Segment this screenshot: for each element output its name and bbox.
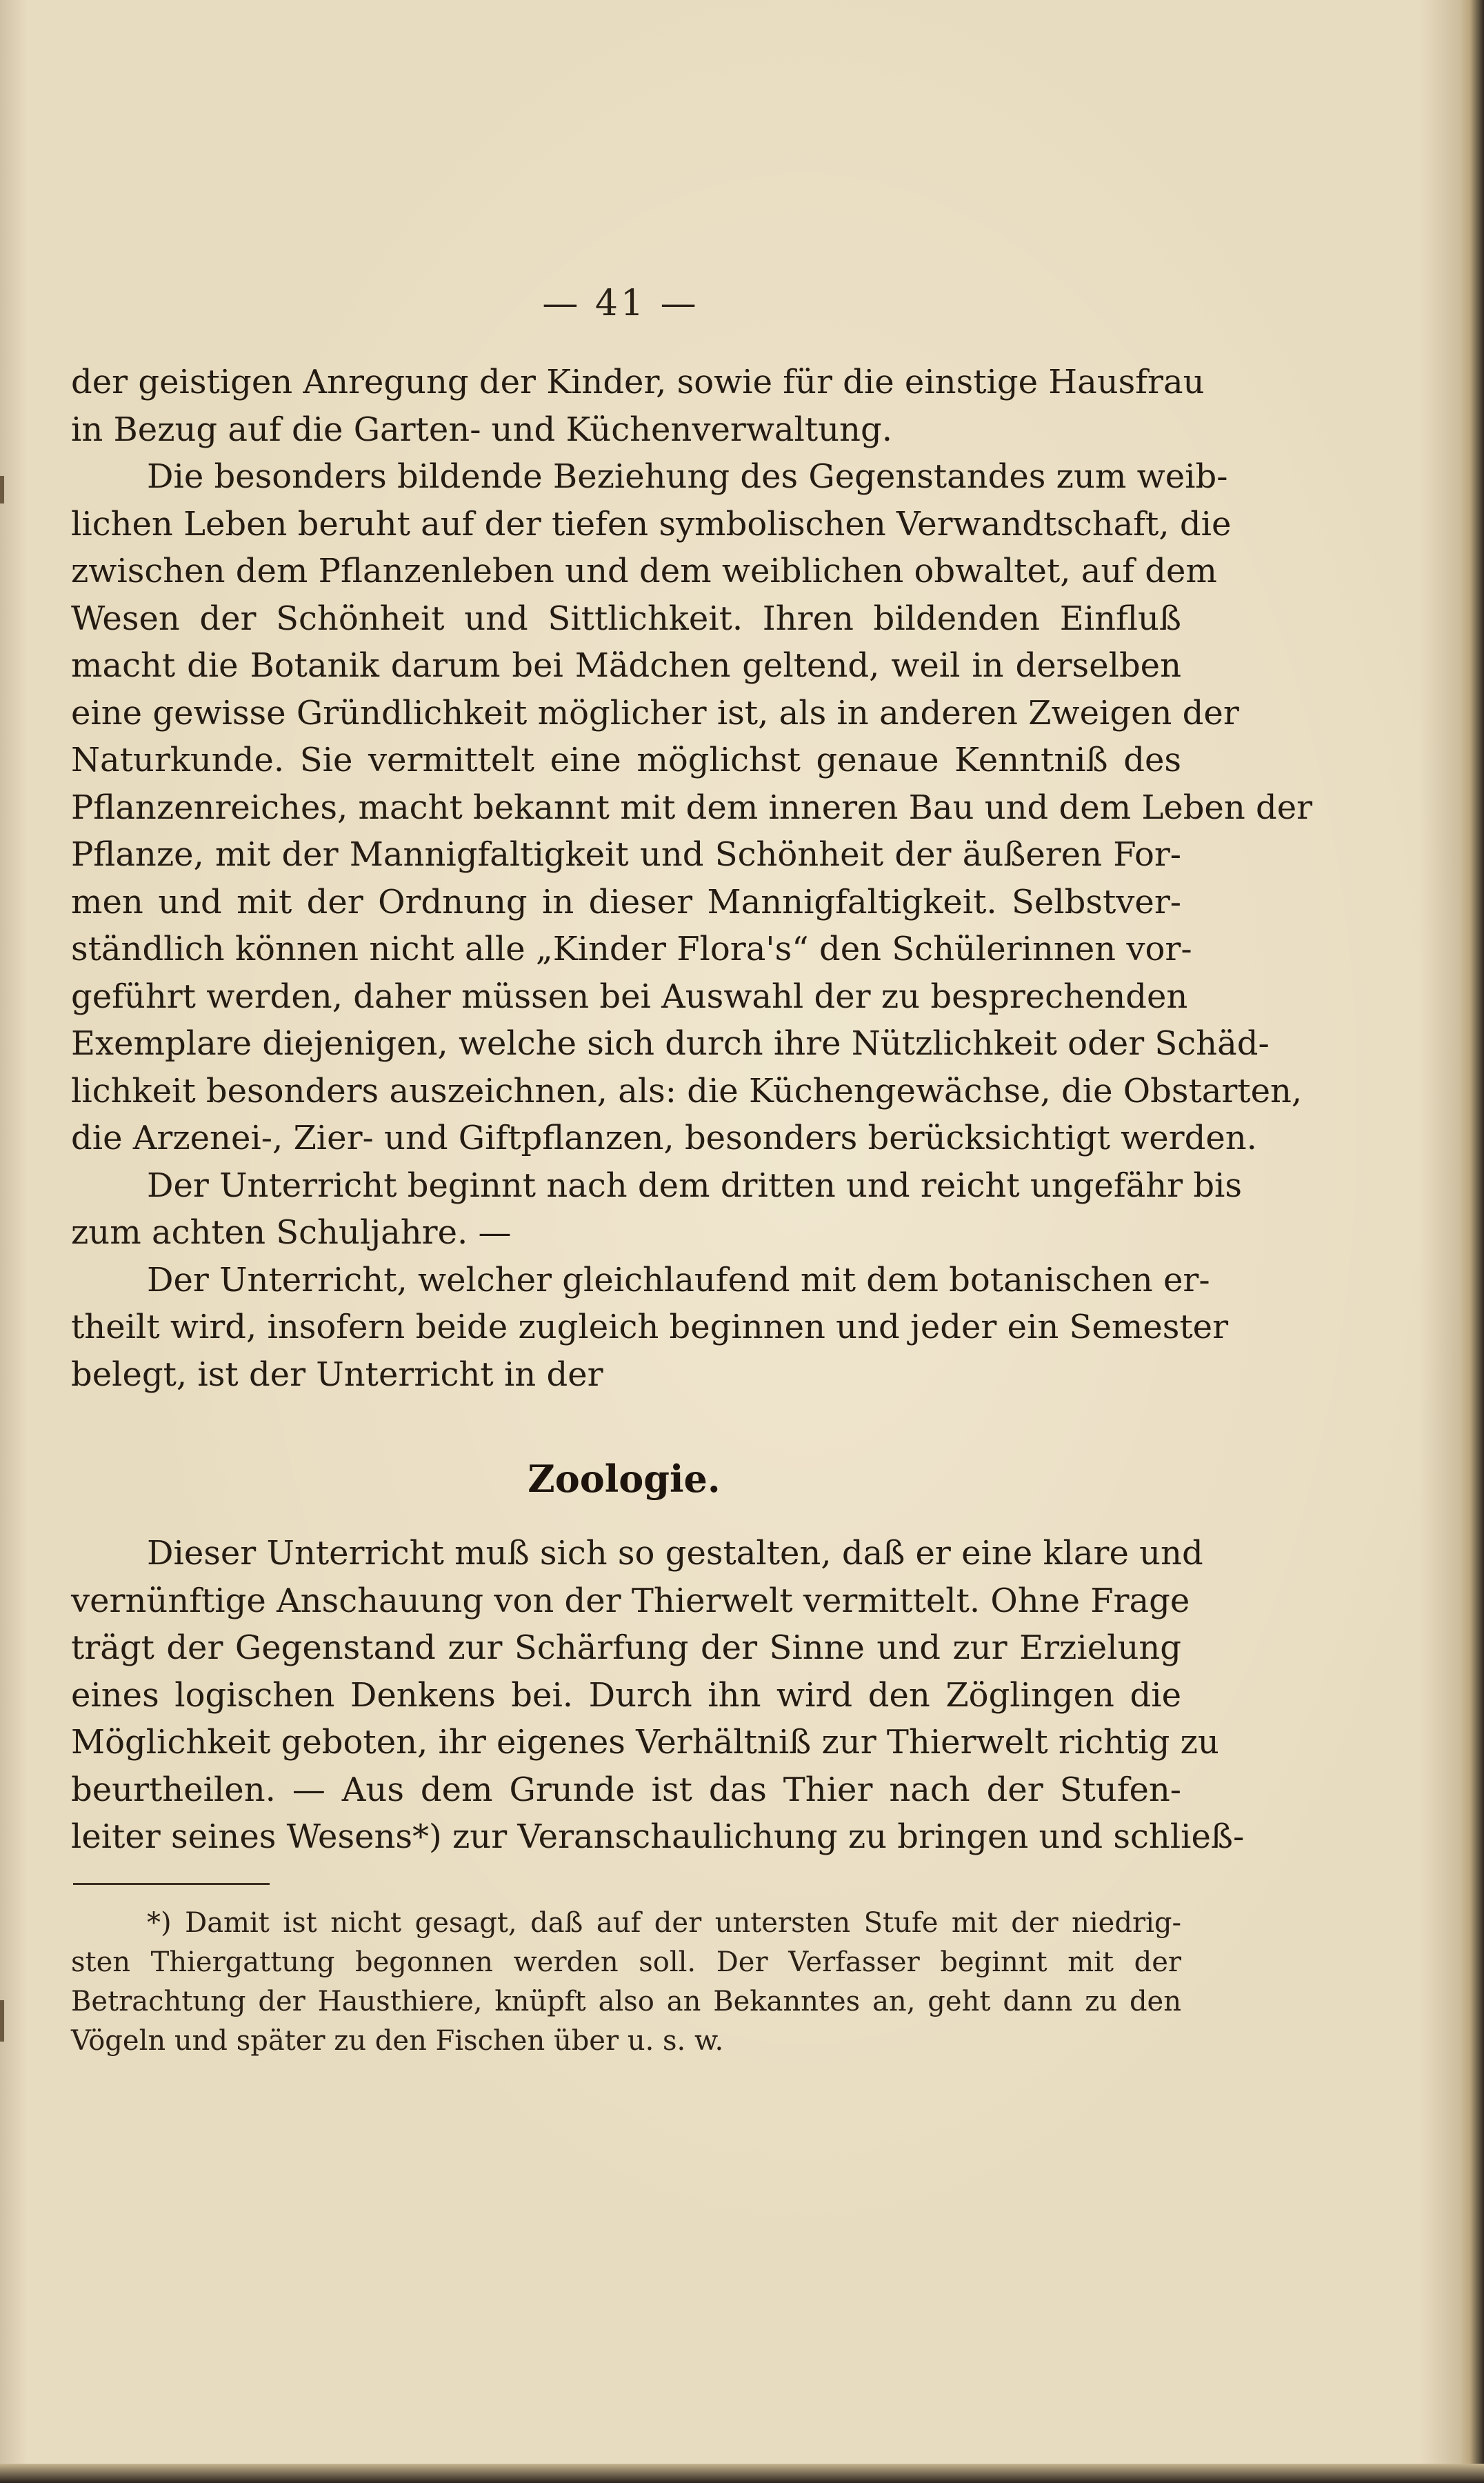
footnote-line: *) Damit ist nicht gesagt, daß auf der untersten Stufe mit der niedrig- xyxy=(147,1907,1181,1939)
text-line: vernünftige Anschauung von der Thierwelt vermittelt. Ohne Frage xyxy=(71,1581,1190,1620)
text-line: Der Unterricht beginnt nach dem dritten und reicht ungefähr bis xyxy=(147,1166,1243,1205)
text-line: eines logischen Denkens bei. Durch ihn wird den Zöglingen die xyxy=(71,1675,1181,1715)
text-line: men und mit der Ordnung in dieser Mannigfaltigkeit. Selbstver- xyxy=(71,882,1181,921)
text-line: zwischen dem Pflanzenleben und dem weiblichen obwaltet, auf dem xyxy=(71,552,1217,590)
text-line: zum achten Schuljahre. — xyxy=(71,1213,512,1252)
text-line: Exemplare diejenigen, welche sich durch ihre Nützlichkeit oder Schäd- xyxy=(71,1024,1270,1063)
footnote-line: Vögeln und später zu den Fischen über u. s. w. xyxy=(71,2025,724,2057)
text-line: Der Unterricht, welcher gleichlaufend mit dem botanischen er- xyxy=(147,1260,1210,1299)
text-line: leiter seines Wesens*) zur Veranschaulichung zu bringen und schließ- xyxy=(71,1817,1245,1856)
text-line: ständlich können nicht alle „Kinder Flora's“ den Schülerinnen vor- xyxy=(71,930,1192,968)
page-number: — 41 — xyxy=(542,283,699,324)
main-text-continued xyxy=(71,1530,1245,1861)
text-line: belegt, ist der Unterricht in der xyxy=(71,1355,603,1394)
text-line: Naturkunde. Sie vermittelt eine möglichst genaue Kenntniß des xyxy=(71,741,1181,779)
footnote xyxy=(71,1904,1181,2061)
footnote-line: Betrachtung der Hausthiere, knüpft also an Bekanntes an, geht dann zu den xyxy=(71,1986,1181,2017)
footnote-divider xyxy=(73,1883,270,1885)
footnote-line: sten Thiergattung begonnen werden soll. Der Verfasser beginnt mit der xyxy=(71,1946,1181,1978)
text-line: lichkeit besonders auszeichnen, als: die Küchengewächse, die Obstarten, xyxy=(71,1071,1303,1110)
text-line: geführt werden, daher müssen bei Auswahl der zu besprechenden xyxy=(71,977,1188,1016)
text-line: beurtheilen. — Aus dem Grunde ist das Thier nach der Stufen- xyxy=(71,1770,1181,1809)
text-line: lichen Leben beruht auf der tiefen symbolischen Verwandtschaft, die xyxy=(71,504,1232,544)
text-line: Die besonders bildende Beziehung des Gegenstandes zum weib- xyxy=(147,457,1228,496)
main-text xyxy=(71,359,1313,1398)
text-line: in Bezug auf die Garten- und Küchenverwaltung. xyxy=(71,410,892,449)
page-edge-right xyxy=(1461,0,1484,2483)
text-line: trägt der Gegenstand zur Schärfung der Sinne und zur Erzielung xyxy=(71,1628,1181,1667)
text-line: Dieser Unterricht muß sich so gestalten, daß er eine klare und xyxy=(147,1534,1203,1573)
margin-mark xyxy=(0,2000,4,2042)
section-heading: Zoologie. xyxy=(528,1457,721,1501)
page-edge-bottom xyxy=(0,2464,1484,2483)
text-line: macht die Botanik darum bei Mädchen geltend, weil in derselben xyxy=(71,646,1181,685)
text-line: Wesen der Schönheit und Sittlichkeit. Ihren bildenden Einfluß xyxy=(71,599,1181,638)
text-line: eine gewisse Gründlichkeit möglicher ist, als in anderen Zweigen der xyxy=(71,693,1239,732)
text-line: die Arzenei-, Zier- und Giftpflanzen, besonders berücksichtigt werden. xyxy=(71,1119,1257,1157)
text-line: Möglichkeit geboten, ihr eigenes Verhältniß zur Thierwelt richtig zu xyxy=(71,1723,1219,1762)
text-line: der geistigen Anregung der Kinder, sowie für die einstige Hausfrau xyxy=(71,363,1205,401)
margin-mark xyxy=(0,476,4,503)
text-line: Pflanze, mit der Mannigfaltigkeit und Schönheit der äußeren For- xyxy=(71,835,1181,874)
text-line: Pflanzenreiches, macht bekannt mit dem inneren Bau und dem Leben der xyxy=(71,788,1313,827)
text-line: theilt wird, insofern beide zugleich beginnen und jeder ein Semester xyxy=(71,1308,1229,1346)
